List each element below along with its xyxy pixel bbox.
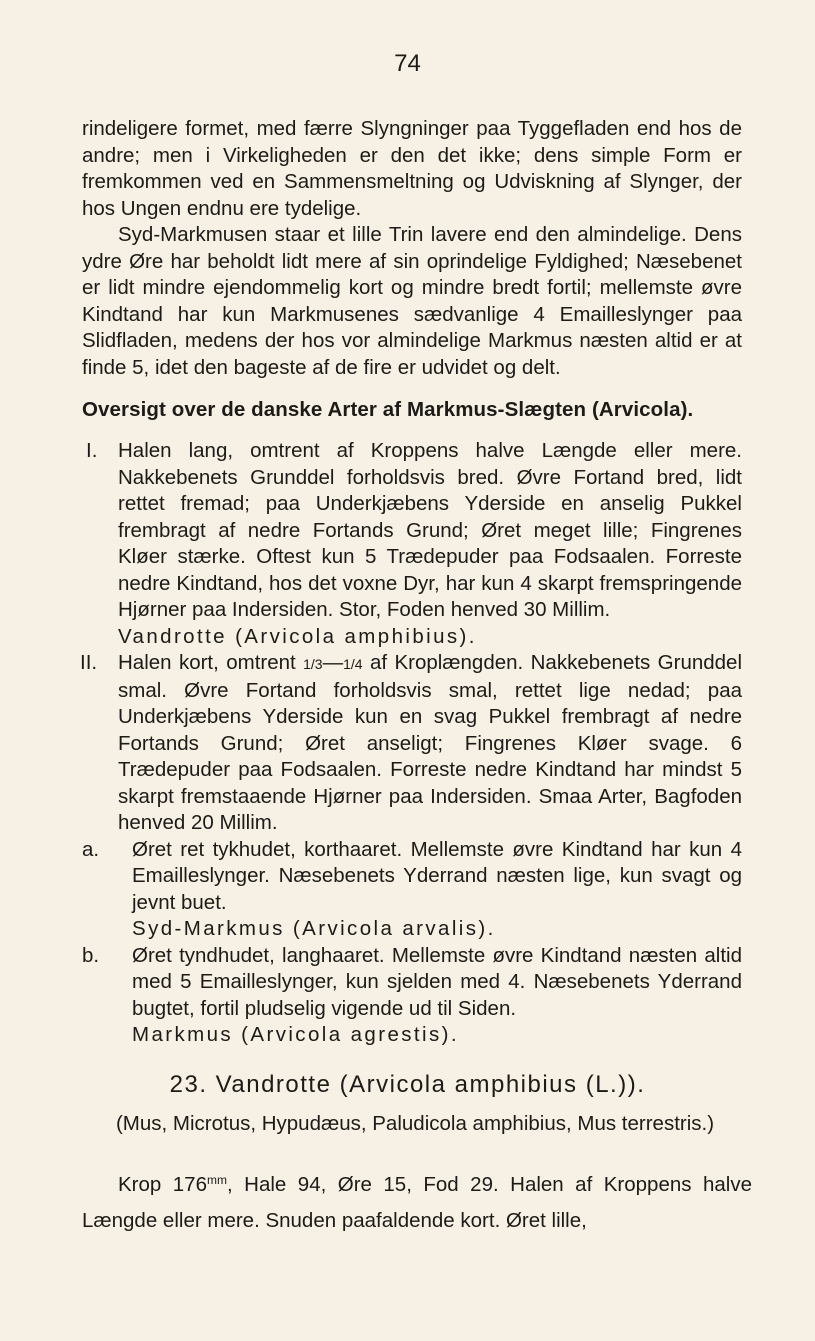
page-number: 74 xyxy=(394,50,421,77)
section-title: 23. Vandrotte (Arvicola amphibius (L.)). xyxy=(169,1071,646,1098)
key-text-II-rest: af Kroplængden. Nakkebenets Grunddel smal. Øvre Fortand forholdsvis smal, rettet lige nedad; paa Underkjæbens Yderside kun en svag Pukkel frembragt af nedre Fortands Grund; Øret anseligt; Fingrenes Kløer svage. 6 Trædepuder paa Fodsaalen. Forreste nedre Kindtand har mindst 5 skarpt fremstaaende Hjørner paa Indersiden. Smaa Arter, Bagfoden henved 20 Millim. xyxy=(118,651,743,834)
key-text-IIb: Øret tyndhudet, langhaaret. Mellemste øvre Kindtand næsten altid med 5 Emailleslynger, kun sjelden med 4. Næsebenets Yderrand bugtet, fortil pludselig vigende ud til Siden. xyxy=(132,943,742,1020)
key-item-I xyxy=(82,438,742,650)
species-key xyxy=(82,438,742,1049)
key-letter-b: b. xyxy=(82,943,100,967)
intro-text xyxy=(82,116,742,381)
key-text-I: Halen lang, omtrent af Kroppens halve Længde eller mere. Nakkebenets Grunddel forholdsvis bred. Øvre Fortand bred, lidt rettet fremad; paa Underkjæbens Yderside en anselig Pukkel frembragt af nedre Fortands Grund; Øret meget lille; Fingrenes Kløer stærke. Oftest kun 5 Trædepuder paa Fodsaalen. Forreste nedre Kindtand, hos det voxne Dyr, har kun 4 skarpt fremspringende Hjørner paa Indersiden. Stor, Foden henved 30 Millim. xyxy=(118,439,742,621)
key-species-IIa: Syd-Markmus (Arvicola arvalis). xyxy=(132,917,496,940)
key-numeral-II: II. xyxy=(80,651,98,674)
key-text-IIa: Øret ret tykhudet, korthaaret. Mellemste øvre Kindtand har kun 4 Emailleslynger. Næsebenets Yderrand næsten lige, kun svagt og jevnt buet. xyxy=(132,837,742,914)
measurements-paragraph xyxy=(82,1167,752,1239)
synonyms: (Mus, Microtus, Hypudæus, Paludicola amphibius, Mus terrestris.) xyxy=(115,1112,715,1135)
intro-paragraph-1: rindeligere formet, med færre Slyngninger paa Tyggefladen end hos de andre; men i Virkeligheden er den det ikke; dens simple Form er fremkommen ved en Sammensmeltning og Udviskning af Slynger, der hos Ungen endnu ere tydelige. xyxy=(82,117,742,220)
key-text-II-start: Halen kort, omtrent xyxy=(118,651,304,674)
key-item-IIb xyxy=(82,943,742,1049)
key-letter-a: a. xyxy=(82,837,100,861)
intro-paragraph-2: Syd-Markmusen staar et lille Trin lavere end den almindelige. Dens ydre Øre har beholdt lidt mere af sin oprindelige Fyldighed; Næsebenet er lidt mindre ejendommelig kort og mindre bredt fortil; mellemste øvre Kindtand har kun Markmusenes sædvanlige 4 Emailleslynger paa Slidfladen, medens der hos vor almindelige Markmus næsten altid er at finde 5, idet den bageste af de fire er udvidet og delt. xyxy=(82,223,742,379)
fraction-one-third: 1/3 xyxy=(303,656,323,672)
key-species-IIb: Markmus (Arvicola agrestis). xyxy=(132,1023,459,1046)
key-numeral-I: I. xyxy=(86,439,98,462)
fraction-one-quarter: 1/4 xyxy=(343,656,363,672)
measure-start: Krop 176 xyxy=(118,1173,207,1196)
measure-rest: , Hale 94, Øre 15, Fod 29. Halen af Kroppens halve Længde eller mere. Snuden paafaldende kort. Øret lille, xyxy=(82,1173,752,1232)
fraction-dash: — xyxy=(322,651,344,674)
overview-heading: Oversigt over de danske Arter af Markmus-Slægten (Arvicola). xyxy=(82,398,694,421)
key-item-IIa xyxy=(82,837,742,943)
key-species-I: Vandrotte (Arvicola amphibius). xyxy=(118,624,477,648)
key-item-II xyxy=(82,650,742,837)
unit-mm: mm xyxy=(206,1173,227,1187)
